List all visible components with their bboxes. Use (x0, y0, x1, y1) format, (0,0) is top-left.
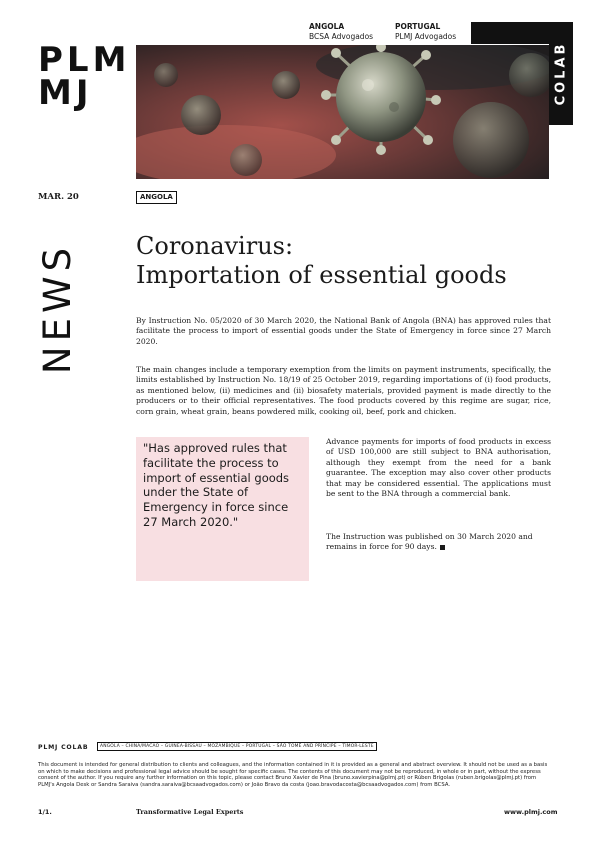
paragraph-2: The main changes include a temporary exemption from the limits on payment instruments, specifically, the limits established by Instruction No. 18/19 of 25 October 2019, regarding importations of (i) food products, as mentioned below, (ii) medicines and (ii) biosafety materials, provided payment is made directly to the producers or to their official representatives. The food products covered by this regime are sugar, rice, corn grain, wheat grain, beans powdered milk, cooking oil, beef, pork and chicken. (136, 365, 551, 416)
paragraph-4-text: The Instruction was published on 30 March 2020 and remains in force for 90 days. (326, 532, 533, 552)
footer-brand: PLMJ COLAB (38, 744, 89, 751)
section-label: NEWS (36, 242, 80, 375)
title-line-1: Coronavirus: (136, 232, 294, 260)
title-line-2: Importation of essential goods (136, 261, 507, 289)
office-portugal (395, 22, 456, 42)
page-number: 1/1. (38, 808, 52, 816)
office-angola (309, 22, 373, 42)
office-country: PORTUGAL (395, 22, 441, 31)
hero-virus-image (136, 45, 549, 179)
footer-disclaimer: This document is intended for general distribution to clients and colleagues, and the information contained in it is provided as a general and abstract overview. It should not be used as a basis on which to make decisions and professional legal advice should be sought for specific cases. The contents of this document may not be reproduced, in whole or in part, without the express consent of the author. If you require any further information on this topic, please contact Bruno Xavier de Pina (bruno.xavierpina@plmj.pt) or Rúben Brigolas (ruben.brigolas@plmj.pt) from PLMJ's Angola Desk or Sandra Saraiva (sandra.saraiva@bcsaadvogados.com) or João Bravo da costa (joao.bravodacosta@bcsaadvogados.com) from BCSA. (38, 762, 548, 788)
colab-label: COLAB (553, 41, 569, 106)
plmj-logo (38, 40, 131, 113)
paragraph-3: Advance payments for imports of food products in excess of USD 100,000 are still subject to BNA authorisation, although they exempt from the need for a bank guarantee. The exception may also cover other products that may be considered essential. The applications must be sent to the BNA through a commercial bank. (326, 437, 551, 499)
publication-date: MAR. 20 (38, 192, 79, 202)
end-mark-icon (440, 545, 445, 550)
colab-header-bar (471, 22, 551, 44)
logo-line-2: MJ (38, 73, 93, 113)
footer-website-link[interactable]: www.plmj.com (504, 808, 558, 816)
logo-line-1: PLM (38, 40, 131, 80)
footer-jurisdictions: ANGOLA – CHINA/MACAO – GUINEA-BISSAU – MOZAMBIQUE – PORTUGAL – SÃO TOMÉ AND PRÍNCIPE – TIMOR-LESTE (97, 742, 377, 751)
article-title (136, 232, 556, 290)
paragraph-4 (326, 532, 551, 553)
office-firm: PLMJ Advogados (395, 32, 457, 41)
pull-quote: "Has approved rules that facilitate the process to import of essential goods under the State of Emergency in force since 27 March 2020." (143, 441, 290, 529)
office-country: ANGOLA (309, 22, 345, 31)
paragraph-1: By Instruction No. 05/2020 of 30 March 2020, the National Bank of Angola (BNA) has approved rules that facilitate the process to import of essential goods under the State of Emergency in force since 27 March 2020. (136, 316, 551, 346)
office-firm: BCSA Advogados (309, 32, 374, 41)
footer-tagline: Transformative Legal Experts (136, 808, 244, 816)
country-tag: ANGOLA (136, 191, 177, 204)
